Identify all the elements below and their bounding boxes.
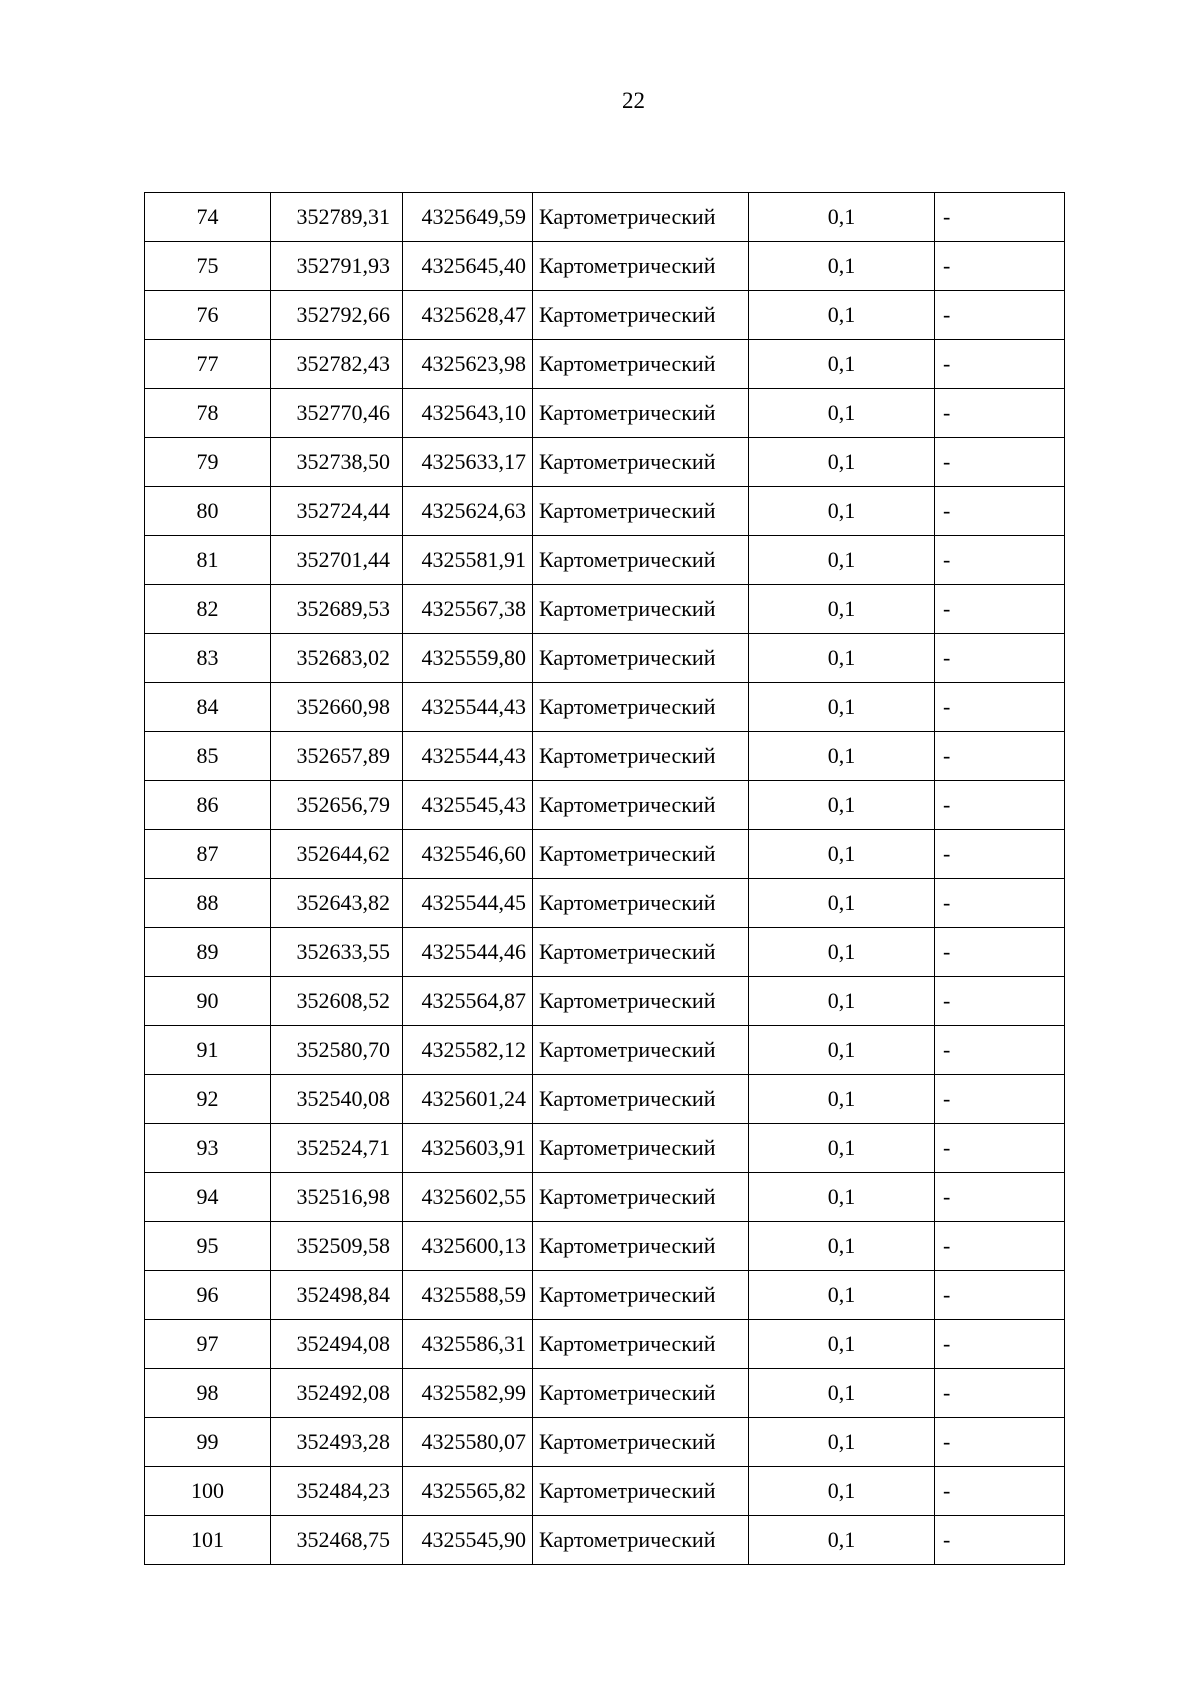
table-row (145, 193, 1065, 242)
y-coordinate-cell: 4325559,80 (403, 634, 533, 683)
method-cell: Картометрический (533, 242, 749, 291)
method-cell: Картометрический (533, 830, 749, 879)
method-cell: Картометрический (533, 1026, 749, 1075)
point-number-cell: 83 (145, 634, 271, 683)
point-number-cell: 79 (145, 438, 271, 487)
x-coordinate-cell: 352633,55 (271, 928, 403, 977)
table-row (145, 487, 1065, 536)
x-coordinate-cell: 352724,44 (271, 487, 403, 536)
accuracy-cell: 0,1 (749, 389, 935, 438)
note-cell: - (935, 1271, 1065, 1320)
table-row (145, 1026, 1065, 1075)
x-coordinate-cell: 352644,62 (271, 830, 403, 879)
method-cell: Картометрический (533, 1467, 749, 1516)
y-coordinate-cell: 4325545,90 (403, 1516, 533, 1565)
note-cell: - (935, 1467, 1065, 1516)
y-coordinate-cell: 4325586,31 (403, 1320, 533, 1369)
page-number: 22 (622, 88, 645, 113)
point-number-cell: 94 (145, 1173, 271, 1222)
y-coordinate-cell: 4325588,59 (403, 1271, 533, 1320)
method-cell: Картометрический (533, 1271, 749, 1320)
accuracy-cell: 0,1 (749, 291, 935, 340)
table-row (145, 928, 1065, 977)
accuracy-cell: 0,1 (749, 1369, 935, 1418)
method-cell: Картометрический (533, 389, 749, 438)
y-coordinate-cell: 4325582,99 (403, 1369, 533, 1418)
y-coordinate-cell: 4325565,82 (403, 1467, 533, 1516)
coordinates-table (144, 192, 1065, 1565)
method-cell: Картометрический (533, 1418, 749, 1467)
accuracy-cell: 0,1 (749, 1173, 935, 1222)
x-coordinate-cell: 352493,28 (271, 1418, 403, 1467)
accuracy-cell: 0,1 (749, 340, 935, 389)
note-cell: - (935, 1516, 1065, 1565)
note-cell: - (935, 928, 1065, 977)
accuracy-cell: 0,1 (749, 1320, 935, 1369)
table-row (145, 1467, 1065, 1516)
point-number-cell: 76 (145, 291, 271, 340)
note-cell: - (935, 977, 1065, 1026)
note-cell: - (935, 242, 1065, 291)
note-cell: - (935, 1026, 1065, 1075)
method-cell: Картометрический (533, 438, 749, 487)
table-row (145, 1418, 1065, 1467)
table-row (145, 1369, 1065, 1418)
table-row (145, 634, 1065, 683)
x-coordinate-cell: 352643,82 (271, 879, 403, 928)
table-row (145, 291, 1065, 340)
x-coordinate-cell: 352524,71 (271, 1124, 403, 1173)
y-coordinate-cell: 4325643,10 (403, 389, 533, 438)
point-number-cell: 85 (145, 732, 271, 781)
point-number-cell: 98 (145, 1369, 271, 1418)
y-coordinate-cell: 4325603,91 (403, 1124, 533, 1173)
method-cell: Картометрический (533, 879, 749, 928)
note-cell: - (935, 1418, 1065, 1467)
method-cell: Картометрический (533, 928, 749, 977)
table-row (145, 1271, 1065, 1320)
accuracy-cell: 0,1 (749, 1467, 935, 1516)
accuracy-cell: 0,1 (749, 1026, 935, 1075)
y-coordinate-cell: 4325582,12 (403, 1026, 533, 1075)
x-coordinate-cell: 352492,08 (271, 1369, 403, 1418)
table-row (145, 1320, 1065, 1369)
table-row (145, 438, 1065, 487)
y-coordinate-cell: 4325545,43 (403, 781, 533, 830)
method-cell: Картометрический (533, 487, 749, 536)
x-coordinate-cell: 352689,53 (271, 585, 403, 634)
accuracy-cell: 0,1 (749, 536, 935, 585)
coordinates-table-body (145, 193, 1065, 1565)
y-coordinate-cell: 4325624,63 (403, 487, 533, 536)
x-coordinate-cell: 352608,52 (271, 977, 403, 1026)
table-row (145, 536, 1065, 585)
accuracy-cell: 0,1 (749, 830, 935, 879)
point-number-cell: 99 (145, 1418, 271, 1467)
point-number-cell: 97 (145, 1320, 271, 1369)
table-row (145, 879, 1065, 928)
point-number-cell: 88 (145, 879, 271, 928)
y-coordinate-cell: 4325544,43 (403, 732, 533, 781)
point-number-cell: 86 (145, 781, 271, 830)
point-number-cell: 84 (145, 683, 271, 732)
point-number-cell: 74 (145, 193, 271, 242)
note-cell: - (935, 389, 1065, 438)
x-coordinate-cell: 352738,50 (271, 438, 403, 487)
y-coordinate-cell: 4325633,17 (403, 438, 533, 487)
y-coordinate-cell: 4325580,07 (403, 1418, 533, 1467)
x-coordinate-cell: 352484,23 (271, 1467, 403, 1516)
accuracy-cell: 0,1 (749, 242, 935, 291)
x-coordinate-cell: 352789,31 (271, 193, 403, 242)
x-coordinate-cell: 352516,98 (271, 1173, 403, 1222)
accuracy-cell: 0,1 (749, 1271, 935, 1320)
y-coordinate-cell: 4325544,45 (403, 879, 533, 928)
table-row (145, 389, 1065, 438)
table-row (145, 1173, 1065, 1222)
note-cell: - (935, 1075, 1065, 1124)
y-coordinate-cell: 4325544,43 (403, 683, 533, 732)
x-coordinate-cell: 352494,08 (271, 1320, 403, 1369)
note-cell: - (935, 732, 1065, 781)
note-cell: - (935, 536, 1065, 585)
method-cell: Картометрический (533, 1173, 749, 1222)
table-row (145, 585, 1065, 634)
x-coordinate-cell: 352782,43 (271, 340, 403, 389)
x-coordinate-cell: 352656,79 (271, 781, 403, 830)
method-cell: Картометрический (533, 781, 749, 830)
method-cell: Картометрический (533, 732, 749, 781)
accuracy-cell: 0,1 (749, 1075, 935, 1124)
y-coordinate-cell: 4325544,46 (403, 928, 533, 977)
note-cell: - (935, 340, 1065, 389)
table-row (145, 683, 1065, 732)
note-cell: - (935, 1173, 1065, 1222)
note-cell: - (935, 781, 1065, 830)
y-coordinate-cell: 4325581,91 (403, 536, 533, 585)
y-coordinate-cell: 4325567,38 (403, 585, 533, 634)
accuracy-cell: 0,1 (749, 879, 935, 928)
method-cell: Картометрический (533, 1369, 749, 1418)
note-cell: - (935, 291, 1065, 340)
point-number-cell: 93 (145, 1124, 271, 1173)
point-number-cell: 80 (145, 487, 271, 536)
method-cell: Картометрический (533, 585, 749, 634)
method-cell: Картометрический (533, 683, 749, 732)
table-row (145, 1124, 1065, 1173)
y-coordinate-cell: 4325628,47 (403, 291, 533, 340)
x-coordinate-cell: 352468,75 (271, 1516, 403, 1565)
note-cell: - (935, 683, 1065, 732)
note-cell: - (935, 1320, 1065, 1369)
x-coordinate-cell: 352540,08 (271, 1075, 403, 1124)
point-number-cell: 81 (145, 536, 271, 585)
accuracy-cell: 0,1 (749, 1418, 935, 1467)
accuracy-cell: 0,1 (749, 732, 935, 781)
method-cell: Картометрический (533, 536, 749, 585)
point-number-cell: 90 (145, 977, 271, 1026)
note-cell: - (935, 193, 1065, 242)
table-row (145, 732, 1065, 781)
table-row (145, 1222, 1065, 1271)
method-cell: Картометрический (533, 1222, 749, 1271)
note-cell: - (935, 487, 1065, 536)
note-cell: - (935, 879, 1065, 928)
y-coordinate-cell: 4325623,98 (403, 340, 533, 389)
accuracy-cell: 0,1 (749, 193, 935, 242)
accuracy-cell: 0,1 (749, 683, 935, 732)
x-coordinate-cell: 352792,66 (271, 291, 403, 340)
accuracy-cell: 0,1 (749, 977, 935, 1026)
x-coordinate-cell: 352580,70 (271, 1026, 403, 1075)
point-number-cell: 78 (145, 389, 271, 438)
y-coordinate-cell: 4325546,60 (403, 830, 533, 879)
y-coordinate-cell: 4325602,55 (403, 1173, 533, 1222)
accuracy-cell: 0,1 (749, 1516, 935, 1565)
note-cell: - (935, 1124, 1065, 1173)
point-number-cell: 101 (145, 1516, 271, 1565)
y-coordinate-cell: 4325600,13 (403, 1222, 533, 1271)
x-coordinate-cell: 352498,84 (271, 1271, 403, 1320)
y-coordinate-cell: 4325649,59 (403, 193, 533, 242)
y-coordinate-cell: 4325645,40 (403, 242, 533, 291)
point-number-cell: 75 (145, 242, 271, 291)
accuracy-cell: 0,1 (749, 487, 935, 536)
point-number-cell: 91 (145, 1026, 271, 1075)
point-number-cell: 82 (145, 585, 271, 634)
method-cell: Картометрический (533, 340, 749, 389)
table-row (145, 340, 1065, 389)
table-row (145, 977, 1065, 1026)
note-cell: - (935, 585, 1065, 634)
point-number-cell: 96 (145, 1271, 271, 1320)
x-coordinate-cell: 352509,58 (271, 1222, 403, 1271)
accuracy-cell: 0,1 (749, 1124, 935, 1173)
table-row (145, 830, 1065, 879)
x-coordinate-cell: 352791,93 (271, 242, 403, 291)
method-cell: Картометрический (533, 634, 749, 683)
accuracy-cell: 0,1 (749, 585, 935, 634)
x-coordinate-cell: 352770,46 (271, 389, 403, 438)
point-number-cell: 87 (145, 830, 271, 879)
method-cell: Картометрический (533, 977, 749, 1026)
note-cell: - (935, 830, 1065, 879)
table-row (145, 1075, 1065, 1124)
note-cell: - (935, 634, 1065, 683)
accuracy-cell: 0,1 (749, 1222, 935, 1271)
x-coordinate-cell: 352660,98 (271, 683, 403, 732)
y-coordinate-cell: 4325601,24 (403, 1075, 533, 1124)
accuracy-cell: 0,1 (749, 634, 935, 683)
point-number-cell: 77 (145, 340, 271, 389)
method-cell: Картометрический (533, 1124, 749, 1173)
note-cell: - (935, 438, 1065, 487)
accuracy-cell: 0,1 (749, 928, 935, 977)
point-number-cell: 100 (145, 1467, 271, 1516)
note-cell: - (935, 1222, 1065, 1271)
x-coordinate-cell: 352683,02 (271, 634, 403, 683)
table-row (145, 242, 1065, 291)
method-cell: Картометрический (533, 1075, 749, 1124)
table-row (145, 1516, 1065, 1565)
accuracy-cell: 0,1 (749, 438, 935, 487)
accuracy-cell: 0,1 (749, 781, 935, 830)
point-number-cell: 92 (145, 1075, 271, 1124)
method-cell: Картометрический (533, 291, 749, 340)
method-cell: Картометрический (533, 193, 749, 242)
note-cell: - (935, 1369, 1065, 1418)
point-number-cell: 95 (145, 1222, 271, 1271)
method-cell: Картометрический (533, 1320, 749, 1369)
method-cell: Картометрический (533, 1516, 749, 1565)
x-coordinate-cell: 352657,89 (271, 732, 403, 781)
table-row (145, 781, 1065, 830)
point-number-cell: 89 (145, 928, 271, 977)
x-coordinate-cell: 352701,44 (271, 536, 403, 585)
y-coordinate-cell: 4325564,87 (403, 977, 533, 1026)
